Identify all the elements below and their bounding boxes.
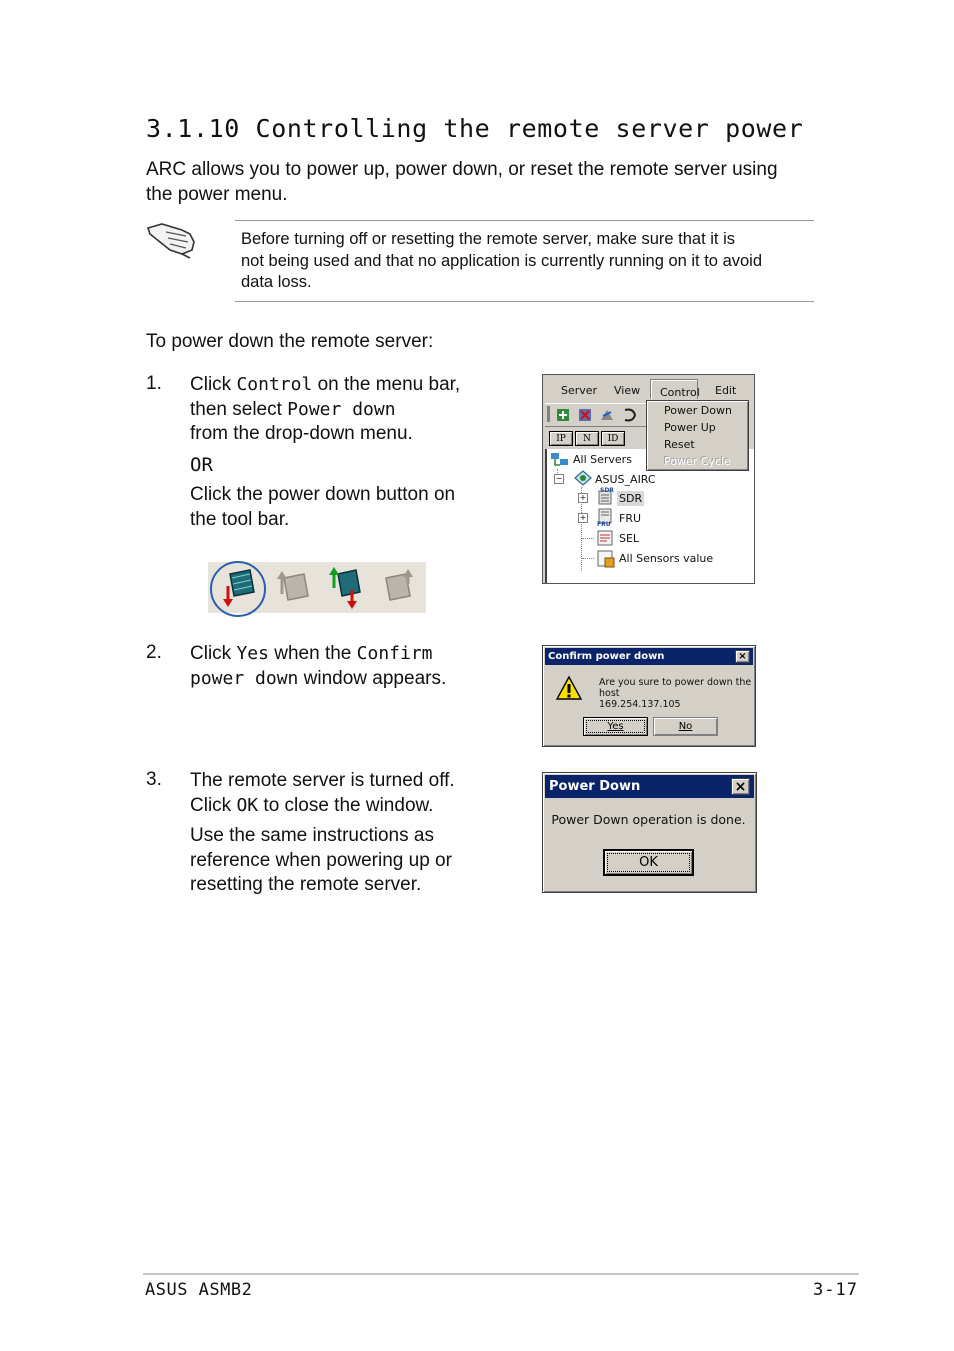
intro-paragraph xyxy=(146,158,826,207)
note-line: Before turning off or resetting the remote server, make sure that it is xyxy=(241,230,736,248)
lead-text: To power down the remote server: xyxy=(146,331,434,352)
footer-rule xyxy=(143,1273,859,1275)
power-cycle-button-icon[interactable] xyxy=(378,568,418,610)
power-up-button-icon[interactable] xyxy=(274,568,314,610)
power-toolbar xyxy=(208,562,426,613)
power-down-title: Power Down xyxy=(549,779,641,794)
page-number: 3-17 xyxy=(813,1280,858,1300)
step-number: 1. xyxy=(146,373,162,394)
menu-item-reset[interactable]: Reset xyxy=(664,438,695,451)
section-heading: 3.1.10 Controlling the remote server power xyxy=(146,114,804,143)
toolbar xyxy=(545,403,649,427)
confirm-message-line: Are you sure to power down the host xyxy=(599,677,752,699)
tree-root[interactable]: All Servers xyxy=(573,453,632,466)
yes-button-label: Yes xyxy=(607,721,624,732)
tree-item-sel[interactable]: SEL xyxy=(619,532,640,545)
reset-button-icon[interactable] xyxy=(326,566,366,610)
menu-item-power-up[interactable]: Power Up xyxy=(664,421,716,434)
yes-button[interactable] xyxy=(583,717,648,736)
note-line: not being used and that no application is currently running on it to avoid xyxy=(241,251,763,270)
tab-ip[interactable]: IP xyxy=(549,431,573,446)
step-2-text: Click Yes when the Confirm power down window appears. xyxy=(190,643,447,689)
all-servers-icon xyxy=(549,451,571,469)
intro-line: the power menu. xyxy=(146,183,288,205)
step-number: 2. xyxy=(146,642,162,663)
note-bottom-rule xyxy=(235,301,814,302)
tree-item-sensors[interactable]: All Sensors value xyxy=(619,552,714,565)
step-number: 3. xyxy=(146,769,162,790)
arc-window-screenshot xyxy=(542,374,755,584)
menu-server[interactable]: Server xyxy=(561,384,598,397)
power-down-titlebar xyxy=(545,775,754,798)
confirm-message xyxy=(599,677,755,710)
menu-item-power-down[interactable]: Power Down xyxy=(664,404,732,417)
or-label: OR xyxy=(190,453,213,476)
power-down-dialog xyxy=(542,772,757,893)
tree-server[interactable]: ASUS_AIRC xyxy=(595,473,656,486)
confirm-message-line: 169.254.137.105 xyxy=(599,699,681,710)
tab-row xyxy=(549,431,647,447)
footer-title: ASUS ASMB2 xyxy=(145,1280,253,1300)
ok-button-label: OK xyxy=(639,855,658,870)
tree-line xyxy=(582,558,594,559)
note-line: data loss. xyxy=(241,273,312,291)
confirm-dialog xyxy=(542,645,756,747)
menu-bar xyxy=(543,375,755,401)
menu-edit[interactable]: Edit xyxy=(715,384,737,397)
collapse-icon[interactable]: − xyxy=(555,474,563,483)
pointing-hand-icon xyxy=(146,220,200,260)
step-3-text: The remote server is turned off. Click OK to close the window. Use the same instructions as reference when powering up or resetting the remote server. xyxy=(190,770,455,895)
note-top-rule xyxy=(235,220,814,221)
sel-icon xyxy=(595,529,615,547)
tree-item-sdr[interactable]: SDR xyxy=(619,492,643,505)
tree-line xyxy=(582,538,594,539)
expand-icon[interactable]: + xyxy=(579,493,587,502)
toolbar-grip xyxy=(547,406,550,422)
confirm-title: Confirm power down xyxy=(548,651,665,662)
step-1-text: Click Control on the menu bar, then select Power down from the drop-down menu. OR Click the power down button on the tool bar. xyxy=(190,373,490,532)
intro-line: ARC allows you to power up, power down, or reset the remote server using xyxy=(146,159,778,180)
tree-item-fru[interactable]: FRU xyxy=(619,512,642,525)
fru-badge: FRU xyxy=(597,521,611,528)
note-text xyxy=(241,229,816,294)
menu-item-power-cycle[interactable]: Power Cycle xyxy=(664,455,731,468)
warning-icon xyxy=(555,675,583,701)
ok-button[interactable] xyxy=(603,849,694,876)
close-icon[interactable]: × xyxy=(731,778,750,795)
tab-id[interactable]: ID xyxy=(601,431,625,446)
menu-view[interactable]: View xyxy=(614,384,641,397)
expand-icon[interactable]: + xyxy=(579,513,587,522)
sdr-badge: SDR xyxy=(600,487,614,494)
server-icon xyxy=(573,469,593,487)
power-down-button-icon[interactable] xyxy=(220,568,260,610)
no-button[interactable] xyxy=(653,717,718,736)
close-icon[interactable]: × xyxy=(735,650,750,663)
control-dropdown xyxy=(646,400,749,471)
toolbar-icons xyxy=(555,406,647,424)
confirm-titlebar xyxy=(545,648,753,665)
sensors-icon xyxy=(595,549,617,569)
no-button-label: No xyxy=(678,721,693,732)
menu-control[interactable]: Control xyxy=(650,379,698,399)
tab-n[interactable]: N xyxy=(575,431,599,446)
power-down-message: Power Down operation is done. xyxy=(551,812,746,827)
